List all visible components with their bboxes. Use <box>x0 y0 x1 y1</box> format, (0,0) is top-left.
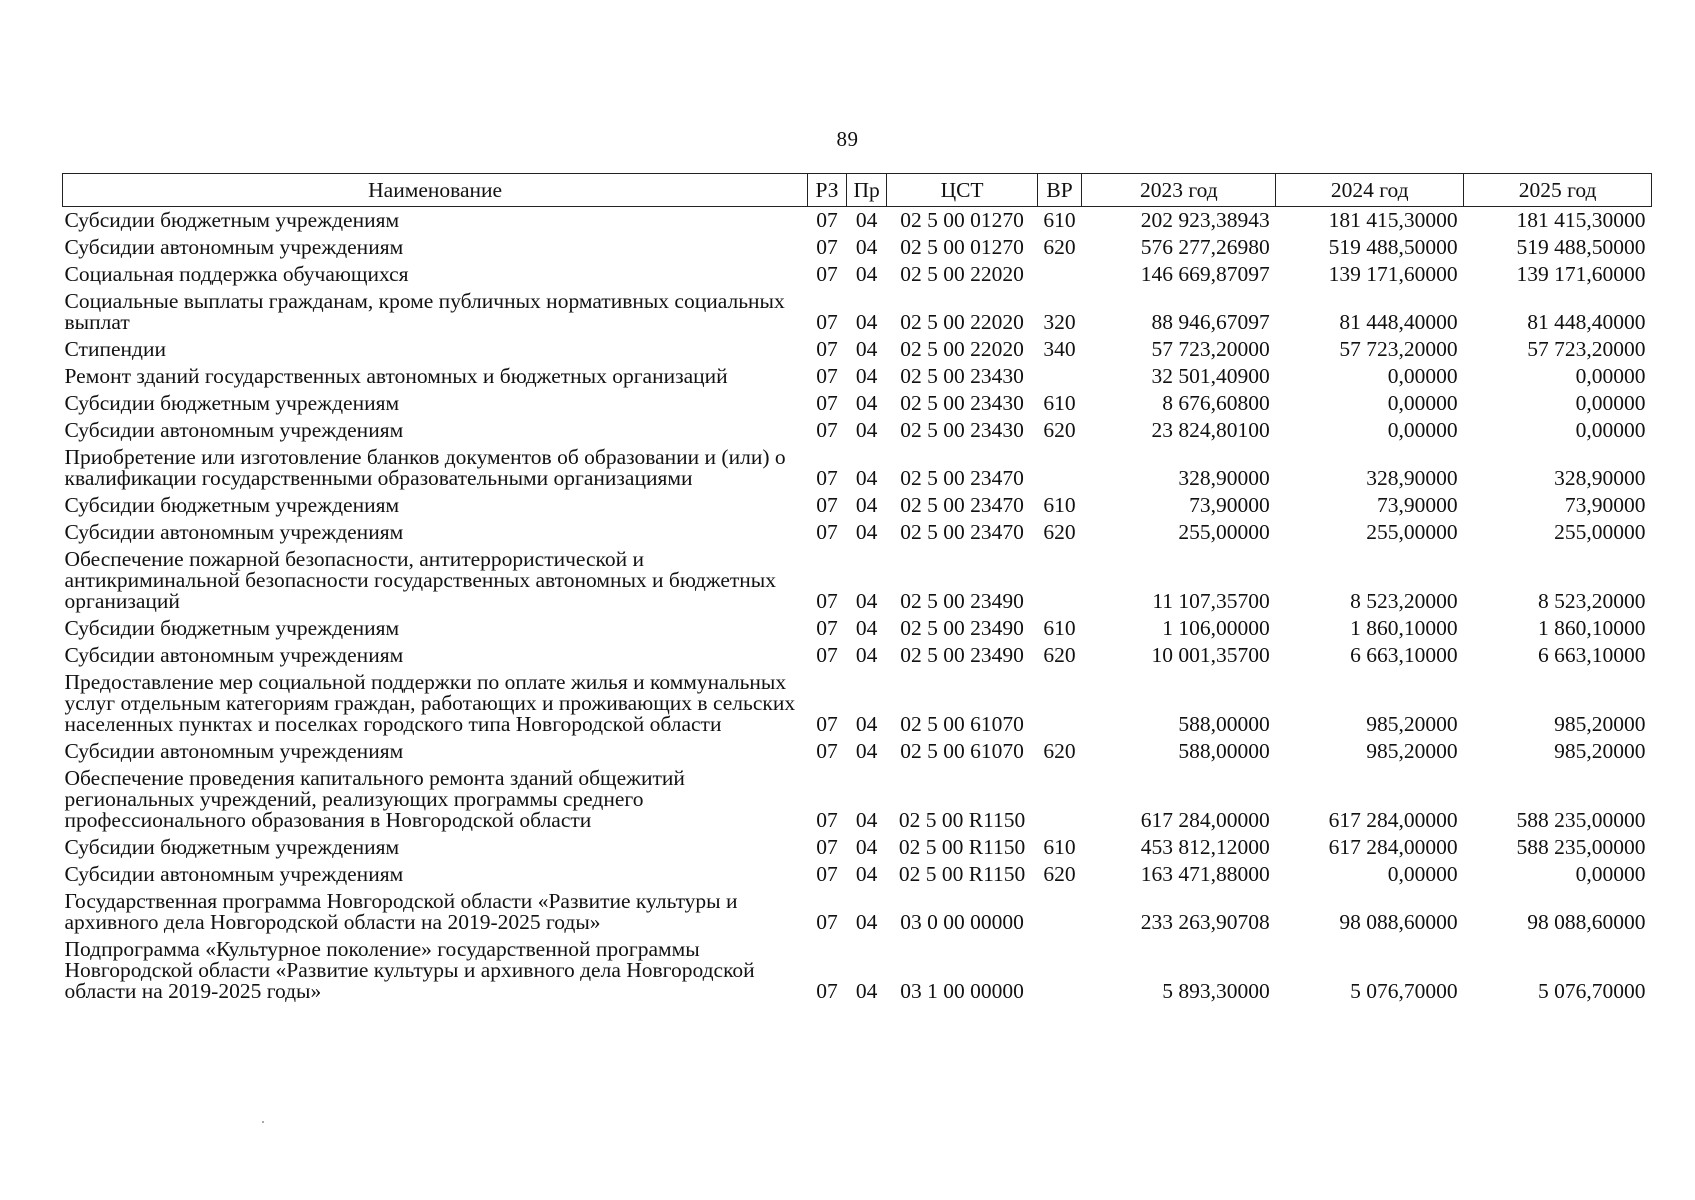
row-pr: 04 <box>855 262 878 286</box>
row-name: Ремонт зданий государственных автономных и бюджетных организаций <box>64 364 728 388</box>
row-value-2024: 0,00000 <box>1387 862 1458 886</box>
row-cst: 02 5 00 61070 <box>900 712 1024 736</box>
table-row <box>63 738 1652 765</box>
row-value-2023: 163 471,88000 <box>1140 862 1270 886</box>
row-value-2023: 32 501,40900 <box>1151 364 1270 388</box>
table-body <box>63 207 1652 1006</box>
row-value-2025: 5 076,70000 <box>1538 979 1646 1003</box>
row-value-2024: 328,90000 <box>1366 466 1458 490</box>
row-vr <box>1037 936 1082 1005</box>
row-cst: 02 5 00 23430 <box>900 418 1024 442</box>
row-rz: 07 <box>816 910 838 934</box>
row-value-2025: 1 860,10000 <box>1538 616 1646 640</box>
page-number: 89 <box>836 127 859 151</box>
row-name: Приобретение или изготовление бланков документов об образовании и (или) о квалификации государственными образовательными организациями <box>64 445 786 490</box>
row-vr: 620 <box>1043 862 1076 886</box>
row-cst: 02 5 00 22020 <box>900 310 1024 334</box>
row-value-2024: 98 088,60000 <box>1339 910 1458 934</box>
row-vr <box>1037 363 1082 390</box>
row-cst: 02 5 00 23490 <box>900 616 1024 640</box>
row-value-2023: 233 263,90708 <box>1140 910 1270 934</box>
row-cst: 02 5 00 61070 <box>900 739 1024 763</box>
row-value-2025: 519 488,50000 <box>1516 235 1646 259</box>
row-cst: 02 5 00 R1150 <box>898 862 1026 886</box>
row-value-2023: 10 001,35700 <box>1151 643 1270 667</box>
row-rz: 07 <box>816 808 838 832</box>
row-value-2025: 255,00000 <box>1554 520 1646 544</box>
table-row <box>63 615 1652 642</box>
row-rz: 07 <box>816 418 838 442</box>
row-value-2024: 57 723,20000 <box>1339 337 1458 361</box>
row-value-2024: 255,00000 <box>1366 520 1458 544</box>
row-vr <box>1037 669 1082 738</box>
row-name: Субсидии бюджетным учреждениям <box>64 391 400 415</box>
row-pr: 04 <box>855 520 878 544</box>
row-cst: 02 5 00 22020 <box>900 262 1024 286</box>
row-value-2025: 985,20000 <box>1554 712 1646 736</box>
row-name: Субсидии бюджетным учреждениям <box>64 616 400 640</box>
row-cst: 02 5 00 23430 <box>900 391 1024 415</box>
row-pr: 04 <box>855 235 878 259</box>
row-value-2025: 139 171,60000 <box>1516 262 1646 286</box>
row-cst: 03 1 00 00000 <box>900 979 1024 1003</box>
row-value-2025: 588 235,00000 <box>1516 808 1646 832</box>
row-rz: 07 <box>816 493 838 517</box>
row-vr <box>1037 261 1082 288</box>
row-rz: 07 <box>816 466 838 490</box>
row-value-2023: 255,00000 <box>1178 520 1270 544</box>
table-row <box>63 834 1652 861</box>
row-value-2025: 588 235,00000 <box>1516 835 1646 859</box>
row-value-2023: 202 923,38943 <box>1140 208 1270 232</box>
table-row <box>63 888 1652 936</box>
table-row <box>63 546 1652 615</box>
header-rz: РЗ <box>808 174 847 207</box>
table-row <box>63 288 1652 336</box>
table-row <box>63 861 1652 888</box>
row-rz: 07 <box>816 262 838 286</box>
row-pr: 04 <box>855 391 878 415</box>
row-pr: 04 <box>855 208 878 232</box>
table-row <box>63 261 1652 288</box>
row-value-2025: 98 088,60000 <box>1527 910 1646 934</box>
row-name: Субсидии бюджетным учреждениям <box>64 208 400 232</box>
row-cst: 03 0 00 00000 <box>900 910 1024 934</box>
row-rz: 07 <box>816 520 838 544</box>
row-value-2024: 617 284,00000 <box>1328 808 1458 832</box>
row-value-2024: 0,00000 <box>1387 364 1458 388</box>
row-pr: 04 <box>855 310 878 334</box>
table-row <box>63 492 1652 519</box>
row-cst: 02 5 00 23470 <box>900 493 1024 517</box>
row-value-2024: 985,20000 <box>1366 739 1458 763</box>
header-2023: 2023 год <box>1082 174 1276 207</box>
row-pr: 04 <box>855 418 878 442</box>
row-vr <box>1037 765 1082 834</box>
row-rz: 07 <box>816 364 838 388</box>
row-cst: 02 5 00 23490 <box>900 643 1024 667</box>
table-row <box>63 642 1652 669</box>
row-name: Субсидии автономным учреждениям <box>64 520 404 544</box>
row-pr: 04 <box>855 712 878 736</box>
row-pr: 04 <box>855 493 878 517</box>
row-value-2023: 328,90000 <box>1178 466 1270 490</box>
header-2025: 2025 год <box>1464 174 1652 207</box>
row-value-2024: 6 663,10000 <box>1350 643 1458 667</box>
table-row <box>63 363 1652 390</box>
row-value-2024: 81 448,40000 <box>1339 310 1458 334</box>
row-value-2025: 73,90000 <box>1564 493 1646 517</box>
row-vr: 610 <box>1043 493 1076 517</box>
table-row <box>63 207 1652 235</box>
row-value-2024: 617 284,00000 <box>1328 835 1458 859</box>
row-rz: 07 <box>816 616 838 640</box>
row-cst: 02 5 00 R1150 <box>898 808 1026 832</box>
row-value-2025: 81 448,40000 <box>1527 310 1646 334</box>
row-cst: 02 5 00 23470 <box>900 520 1024 544</box>
row-vr: 610 <box>1043 835 1076 859</box>
row-name: Субсидии автономным учреждениям <box>64 235 404 259</box>
row-cst: 02 5 00 R1150 <box>898 835 1026 859</box>
row-vr: 620 <box>1043 739 1076 763</box>
row-value-2023: 453 812,12000 <box>1140 835 1270 859</box>
row-vr: 320 <box>1043 310 1076 334</box>
row-name: Субсидии автономным учреждениям <box>64 643 404 667</box>
row-pr: 04 <box>855 808 878 832</box>
table-row <box>63 390 1652 417</box>
row-value-2023: 5 893,30000 <box>1162 979 1270 1003</box>
row-rz: 07 <box>816 835 838 859</box>
table-header-row <box>63 174 1652 207</box>
row-rz: 07 <box>816 235 838 259</box>
row-value-2025: 985,20000 <box>1554 739 1646 763</box>
row-vr: 620 <box>1043 643 1076 667</box>
row-name: Государственная программа Новгородской области «Развитие культуры и архивного дела Новгородской области на 2019-2025 годы» <box>64 889 738 934</box>
table-row <box>63 936 1652 1005</box>
row-value-2023: 1 106,00000 <box>1162 616 1270 640</box>
row-pr: 04 <box>855 910 878 934</box>
row-value-2023: 588,00000 <box>1178 712 1270 736</box>
row-name: Субсидии автономным учреждениям <box>64 739 404 763</box>
row-rz: 07 <box>816 862 838 886</box>
row-rz: 07 <box>816 712 838 736</box>
row-vr: 610 <box>1043 208 1076 232</box>
row-cst: 02 5 00 22020 <box>900 337 1024 361</box>
row-rz: 07 <box>816 208 838 232</box>
table-row <box>63 669 1652 738</box>
row-value-2023: 73,90000 <box>1189 493 1270 517</box>
row-rz: 07 <box>816 643 838 667</box>
row-vr: 610 <box>1043 616 1076 640</box>
row-name: Стипендии <box>64 337 166 361</box>
row-value-2023: 588,00000 <box>1178 739 1270 763</box>
header-pr: Пр <box>846 174 887 207</box>
table-row <box>63 234 1652 261</box>
row-vr <box>1037 888 1082 936</box>
row-value-2024: 0,00000 <box>1387 391 1458 415</box>
row-rz: 07 <box>816 739 838 763</box>
row-cst: 02 5 00 01270 <box>900 208 1024 232</box>
row-value-2024: 73,90000 <box>1377 493 1458 517</box>
scan-speck <box>262 1121 264 1123</box>
row-vr: 620 <box>1043 520 1076 544</box>
row-value-2025: 57 723,20000 <box>1527 337 1646 361</box>
row-value-2024: 985,20000 <box>1366 712 1458 736</box>
row-value-2025: 0,00000 <box>1575 862 1646 886</box>
row-name: Подпрограмма «Культурное поколение» государственной программы Новгородской области «Развитие культуры и архивного дела Новгородской области на 2019-2025 годы» <box>64 937 755 1003</box>
header-cst: ЦСТ <box>887 174 1037 207</box>
row-value-2025: 6 663,10000 <box>1538 643 1646 667</box>
row-value-2023: 617 284,00000 <box>1140 808 1270 832</box>
row-pr: 04 <box>855 466 878 490</box>
row-name: Предоставление мер социальной поддержки по оплате жилья и коммунальных услуг отдельным категориям граждан, работающих и проживающих в сельских населенных пунктах и поселках городского типа Новгородской области <box>64 670 796 736</box>
row-cst: 02 5 00 01270 <box>900 235 1024 259</box>
row-rz: 07 <box>816 310 838 334</box>
row-value-2024: 5 076,70000 <box>1350 979 1458 1003</box>
row-value-2025: 328,90000 <box>1554 466 1646 490</box>
row-vr: 620 <box>1043 418 1076 442</box>
row-value-2025: 0,00000 <box>1575 364 1646 388</box>
row-value-2024: 1 860,10000 <box>1350 616 1458 640</box>
row-pr: 04 <box>855 862 878 886</box>
budget-table <box>62 173 1652 1005</box>
row-pr: 04 <box>855 643 878 667</box>
row-vr: 610 <box>1043 391 1076 415</box>
row-rz: 07 <box>816 337 838 361</box>
table-row <box>63 336 1652 363</box>
table-row <box>63 444 1652 492</box>
row-name: Субсидии автономным учреждениям <box>64 418 404 442</box>
header-name: Наименование <box>63 174 808 207</box>
header-vr: ВР <box>1037 174 1082 207</box>
row-rz: 07 <box>816 979 838 1003</box>
row-pr: 04 <box>855 589 878 613</box>
row-vr: 620 <box>1043 235 1076 259</box>
row-pr: 04 <box>855 364 878 388</box>
row-name: Обеспечение пожарной безопасности, антитеррористической и антикриминальной безопасности государственных автономных и бюджетных организаций <box>64 547 776 613</box>
row-value-2025: 0,00000 <box>1575 391 1646 415</box>
row-cst: 02 5 00 23430 <box>900 364 1024 388</box>
row-value-2024: 139 171,60000 <box>1328 262 1458 286</box>
row-pr: 04 <box>855 835 878 859</box>
row-vr <box>1037 546 1082 615</box>
row-value-2023: 88 946,67097 <box>1151 310 1270 334</box>
row-value-2024: 0,00000 <box>1387 418 1458 442</box>
row-value-2023: 8 676,60800 <box>1162 391 1270 415</box>
row-pr: 04 <box>855 739 878 763</box>
row-name: Субсидии бюджетным учреждениям <box>64 493 400 517</box>
row-vr: 340 <box>1043 337 1076 361</box>
table-row <box>63 765 1652 834</box>
header-2024: 2024 год <box>1276 174 1464 207</box>
row-value-2023: 576 277,26980 <box>1140 235 1270 259</box>
row-value-2023: 57 723,20000 <box>1151 337 1270 361</box>
row-value-2024: 519 488,50000 <box>1328 235 1458 259</box>
row-name: Социальные выплаты гражданам, кроме публичных нормативных социальных выплат <box>64 289 785 334</box>
row-name: Субсидии автономным учреждениям <box>64 862 404 886</box>
row-cst: 02 5 00 23470 <box>900 466 1024 490</box>
table-row <box>63 519 1652 546</box>
row-rz: 07 <box>816 391 838 415</box>
row-name: Субсидии бюджетным учреждениям <box>64 835 400 859</box>
row-value-2024: 181 415,30000 <box>1328 208 1458 232</box>
row-value-2023: 146 669,87097 <box>1140 262 1270 286</box>
row-value-2023: 11 107,35700 <box>1152 589 1270 613</box>
row-value-2023: 23 824,80100 <box>1151 418 1270 442</box>
row-cst: 02 5 00 23490 <box>900 589 1024 613</box>
row-value-2025: 181 415,30000 <box>1516 208 1646 232</box>
row-pr: 04 <box>855 337 878 361</box>
row-pr: 04 <box>855 979 878 1003</box>
row-value-2024: 8 523,20000 <box>1350 589 1458 613</box>
row-name: Обеспечение проведения капитального ремонта зданий общежитий региональных учреждений, реализующих программы среднего профессионального образования в Новгородской области <box>64 766 685 832</box>
row-pr: 04 <box>855 616 878 640</box>
table-row <box>63 417 1652 444</box>
row-value-2025: 8 523,20000 <box>1538 589 1646 613</box>
row-name: Социальная поддержка обучающихся <box>64 262 409 286</box>
row-vr <box>1037 444 1082 492</box>
row-rz: 07 <box>816 589 838 613</box>
row-value-2025: 0,00000 <box>1575 418 1646 442</box>
